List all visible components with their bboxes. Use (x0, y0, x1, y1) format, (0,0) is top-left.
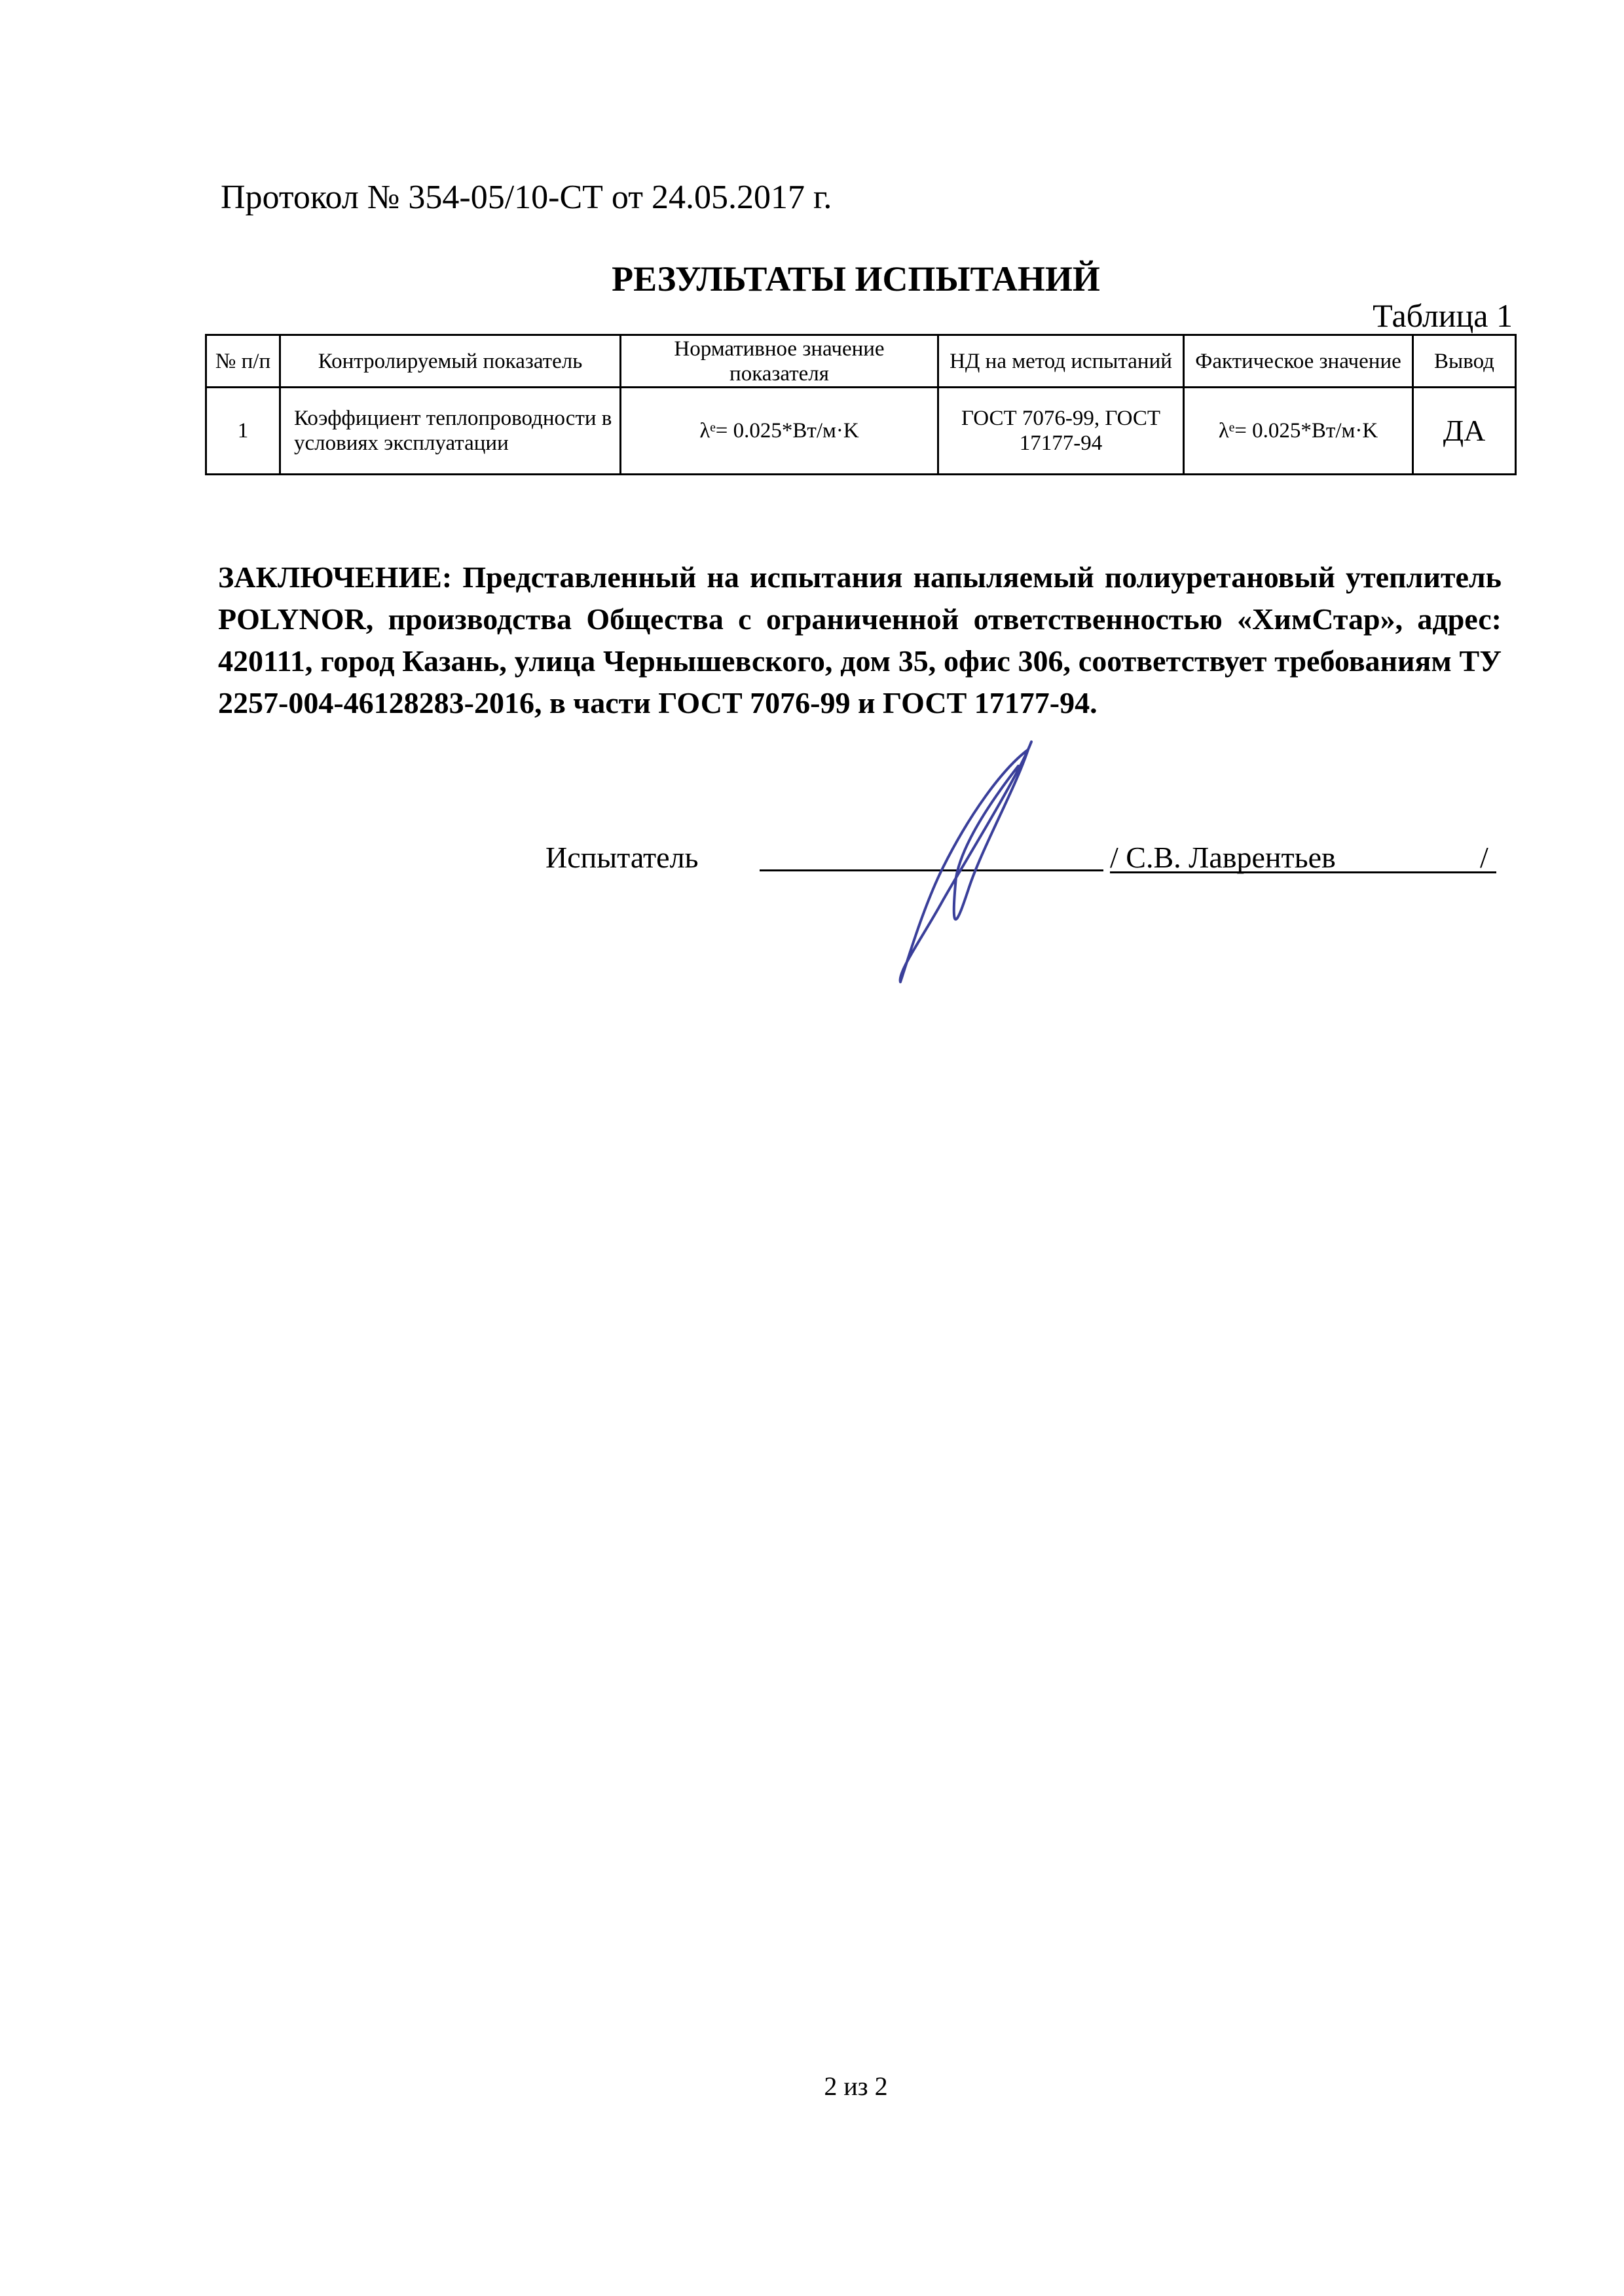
handwritten-signature (871, 737, 1054, 992)
cell-norm: λᵉ= 0.025*Вт/м·K (621, 388, 938, 475)
table-caption: Таблица 1 (1373, 297, 1513, 334)
cell-num: 1 (206, 388, 280, 475)
header-norm: Нормативное значение показателя (621, 335, 938, 388)
protocol-number: Протокол № 354-05/10-СТ от 24.05.2017 г. (221, 179, 832, 216)
results-table (205, 334, 1517, 475)
cell-actual: λᵉ= 0.025*Вт/м·K (1184, 388, 1413, 475)
tester-name: / С.В. Лаврентьев (1110, 840, 1496, 873)
table-row (206, 388, 1516, 475)
header-result: Вывод (1413, 335, 1516, 388)
conclusion-paragraph: ЗАКЛЮЧЕНИЕ: Представленный на испытания напыляемый полиуретановый утеплитель POLYNOR, производства Общества с ограниченной ответственностью «ХимСтар», адрес: 420111, город Казань, улица Чернышевского, дом 35, офис 306, соответствует требованиям ТУ 2257-004-46128283-2016, в части ГОСТ 7076-99 и ГОСТ 17177-94. (218, 560, 1502, 720)
tester-label: Испытатель (545, 841, 699, 874)
results-title: РЕЗУЛЬТАТЫ ИСПЫТАНИЙ (612, 259, 1100, 299)
header-num: № п/п (206, 335, 280, 388)
page-number: 2 из 2 (824, 2071, 888, 2101)
cell-indicator: Коэффициент теплопроводности в условиях эксплуатации (280, 388, 621, 475)
header-method: НД на метод испытаний (938, 335, 1184, 388)
cell-result: ДА (1413, 388, 1516, 475)
tester-closing-slash: / (1480, 841, 1488, 874)
cell-method: ГОСТ 7076-99, ГОСТ 17177-94 (938, 388, 1184, 475)
header-indicator: Контролируемый показатель (280, 335, 621, 388)
header-actual: Фактическое значение (1184, 335, 1413, 388)
table-header-row (206, 335, 1516, 388)
